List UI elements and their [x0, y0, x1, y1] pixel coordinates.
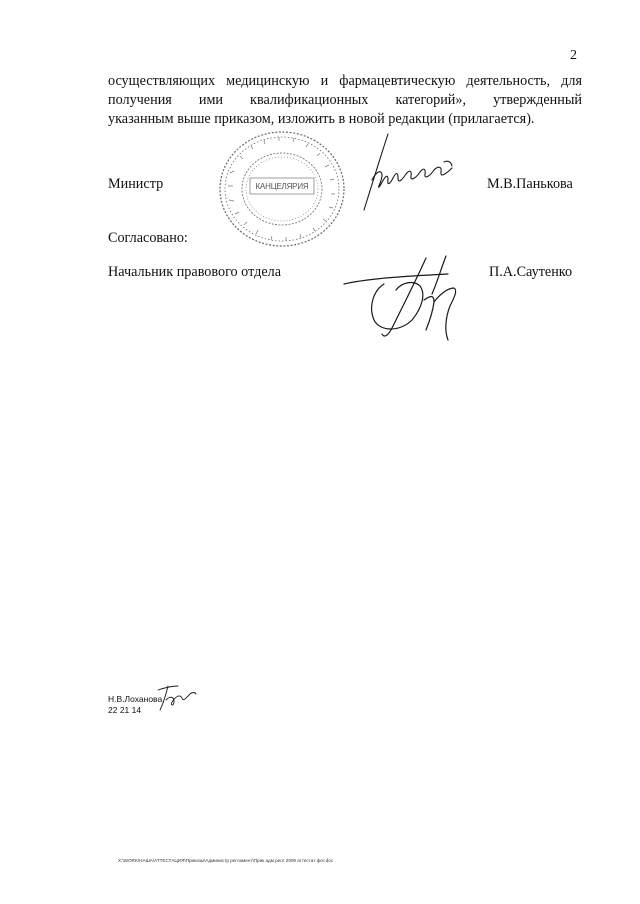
stamp-center-text: КАНЦЕЛЯРИЯ: [255, 182, 309, 191]
legal-head-signature: [330, 250, 480, 346]
legal-department-title: Начальник правового отдела: [108, 264, 281, 280]
executor-phone: 22 21 14: [108, 705, 142, 715]
executor-signature: [152, 682, 198, 712]
agreed-label: Согласовано:: [108, 230, 188, 246]
minister-name: М.В.Панькова: [487, 176, 573, 192]
body-paragraph: [108, 72, 582, 129]
body-line-2: получения ими квалификационных категорий», утвержденный: [108, 92, 582, 108]
official-stamp: [216, 128, 348, 250]
executor-name: Н.В.Лоханова,: [108, 694, 165, 704]
minister-title: Министр: [108, 176, 164, 192]
page-number: 2: [570, 48, 577, 63]
body-line-3: указанным выше приказом, изложить в новой редакции (прилагается).: [108, 111, 535, 127]
body-line-1: осуществляющих медицинскую и фармацевтическую деятельность, для: [108, 73, 582, 89]
minister-signature: [352, 132, 472, 220]
footer-file-path: X:\WORK\НАША\АТТЕСТАЦИЯ\Приказы\Администр регламент\Прик адм регл 2009 аттестат фот.doc: [118, 858, 334, 863]
legal-department-name: П.А.Саутенко: [489, 264, 573, 280]
